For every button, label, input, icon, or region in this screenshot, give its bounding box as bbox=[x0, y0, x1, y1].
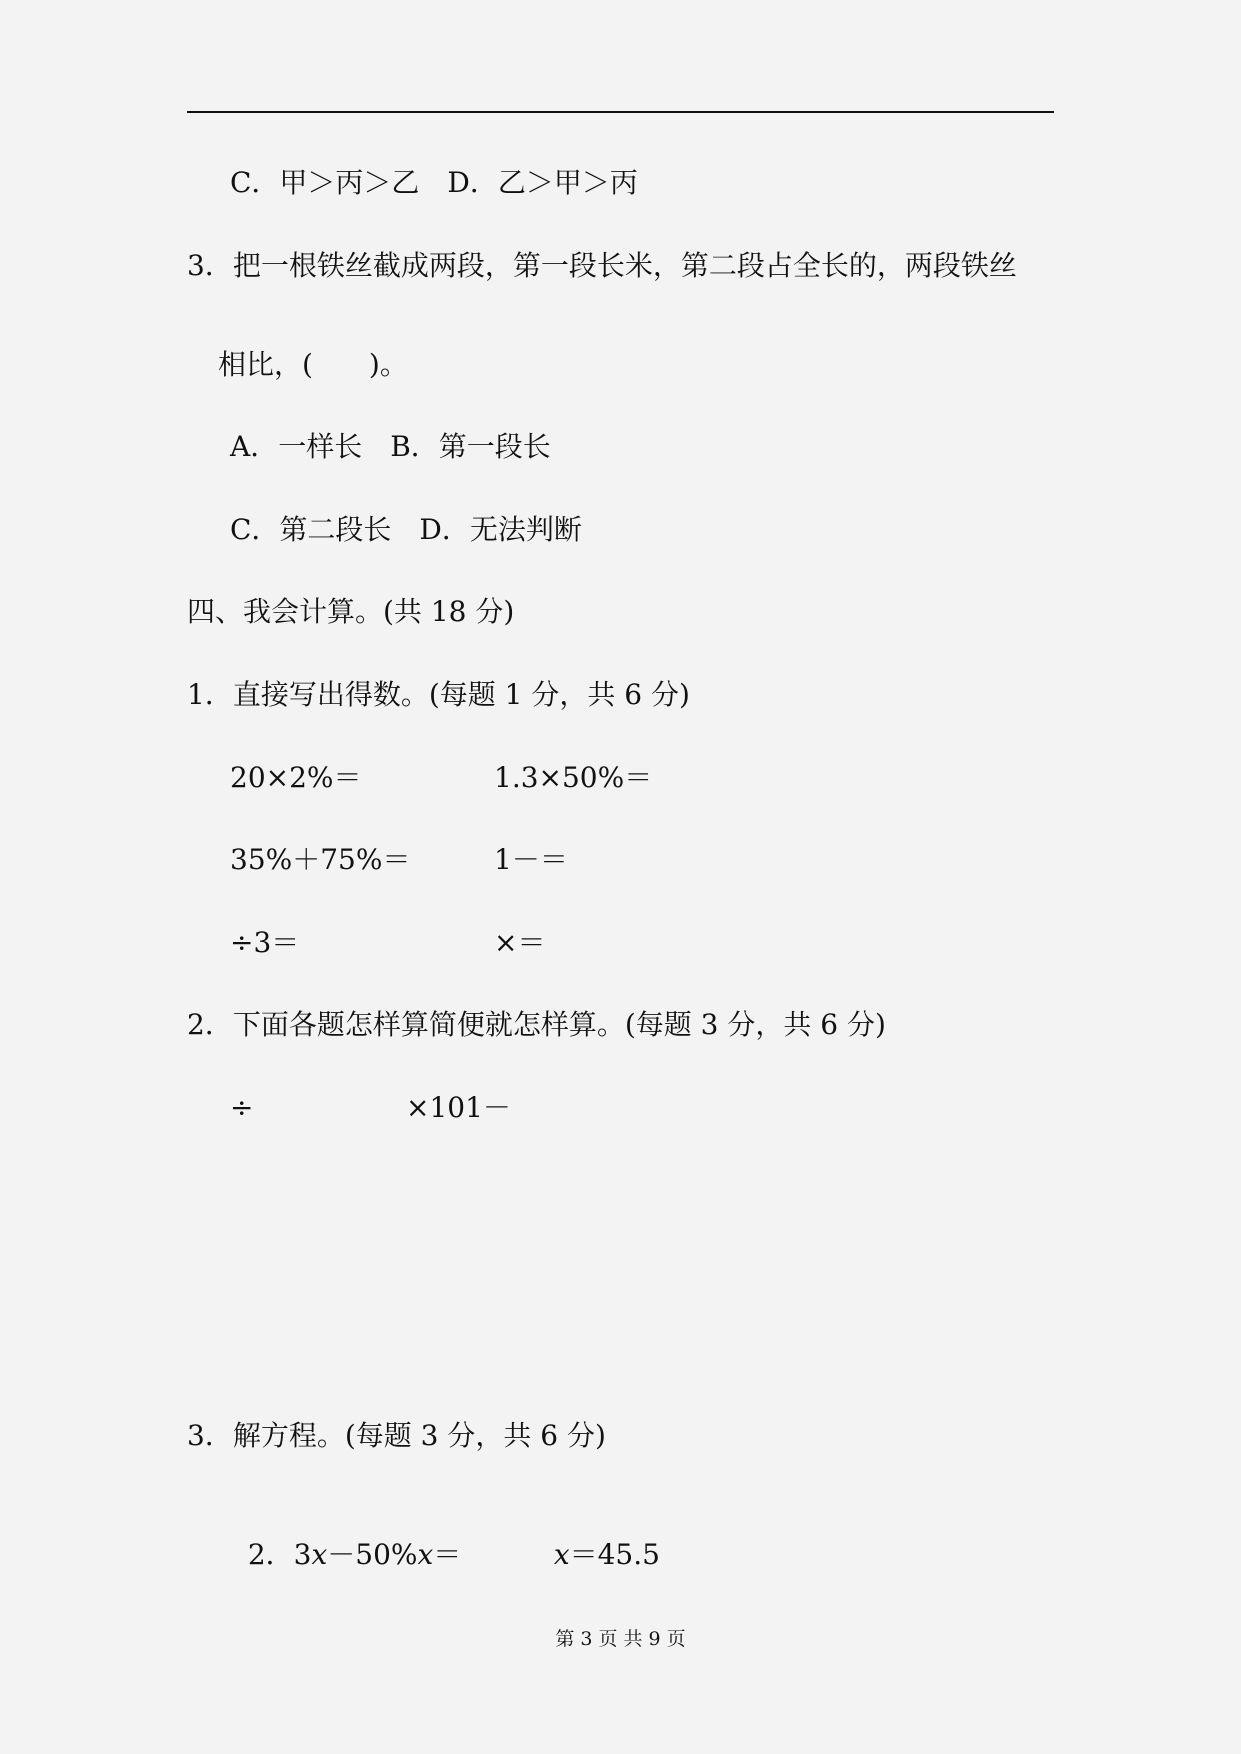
s4-q1-item-1: 20×2%＝ bbox=[230, 761, 362, 794]
s4-q3-equation-1 bbox=[230, 1501, 461, 1573]
s4-q3-equation-2 bbox=[536, 1501, 660, 1573]
eq2-end: ＝45.5 bbox=[569, 1538, 660, 1571]
q3-options-cd: C．第二段长 D．无法判断 bbox=[230, 513, 582, 546]
eq1-var-x-2: x bbox=[417, 1538, 434, 1571]
header-rule bbox=[187, 111, 1054, 113]
s4-q1-item-4: 1－＝ bbox=[494, 843, 568, 876]
q3-stem-cont: 相比，( )。 bbox=[218, 348, 408, 381]
s4-q2-item-2: ×101－ bbox=[406, 1091, 511, 1124]
s4-q3-stem: 3．解方程。(每题 3 分，共 6 分) bbox=[187, 1419, 606, 1452]
s4-q1-item-3: 35%＋75%＝ bbox=[230, 843, 411, 876]
section-4-heading: 四、我会计算。(共 18 分) bbox=[187, 595, 515, 628]
eq1-end: ＝ bbox=[433, 1538, 462, 1571]
page-footer: 第 3 页 共 9 页 bbox=[555, 1628, 686, 1650]
eq1-mid: －50% bbox=[327, 1538, 418, 1571]
eq1-prefix: 2．3 bbox=[247, 1538, 312, 1571]
eq2-var-x: x bbox=[553, 1538, 570, 1571]
q3-stem: 3．把一根铁丝截成两段，第一段长米，第二段占全长的，两段铁丝 bbox=[187, 249, 1017, 282]
q2-options-cd: C．甲＞丙＞乙 D．乙＞甲＞丙 bbox=[230, 166, 638, 199]
s4-q1-stem: 1．直接写出得数。(每题 1 分，共 6 分) bbox=[187, 678, 690, 711]
s4-q1-item-5: ÷3＝ bbox=[230, 926, 300, 959]
s4-q2-stem: 2．下面各题怎样算简便就怎样算。(每题 3 分，共 6 分) bbox=[187, 1008, 886, 1041]
s4-q1-item-6: ×＝ bbox=[494, 926, 546, 959]
s4-q2-item-1: ÷ bbox=[230, 1091, 254, 1124]
eq1-var-x: x bbox=[311, 1538, 328, 1571]
s4-q1-item-2: 1.3×50%＝ bbox=[494, 761, 653, 794]
q3-options-ab: A．一样长 B．第一段长 bbox=[230, 430, 551, 463]
